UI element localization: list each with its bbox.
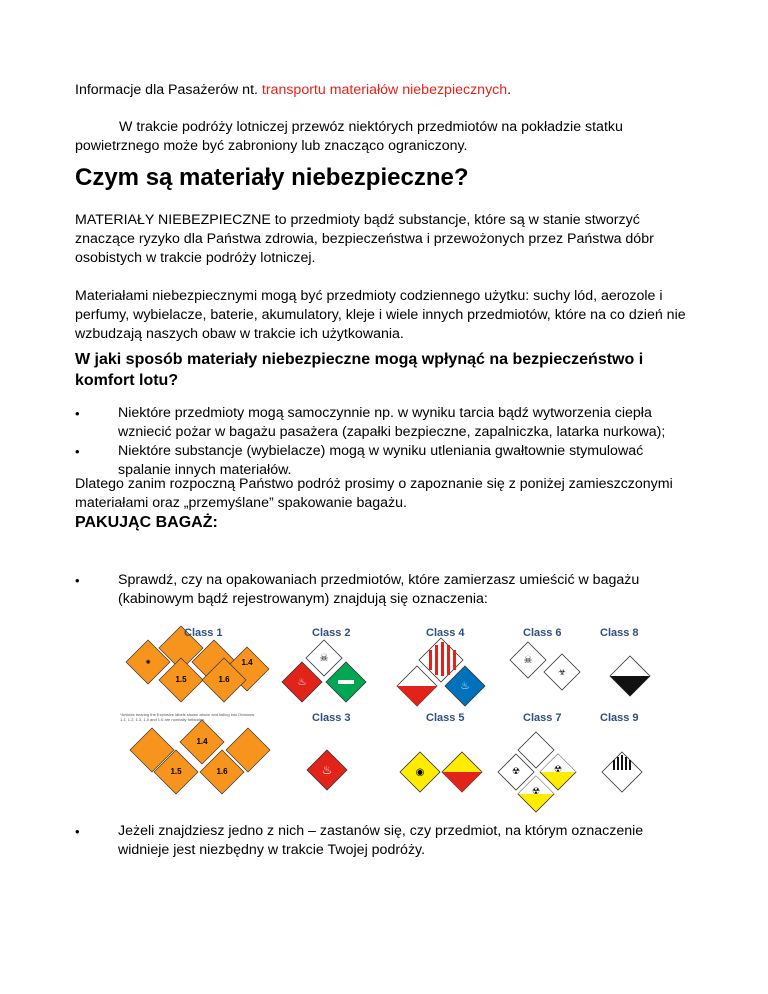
dangerous-goods-link[interactable]: transportu materiałów niebezpiecznych bbox=[261, 82, 508, 98]
intro-line bbox=[75, 81, 695, 100]
svg-text:♨: ♨ bbox=[321, 763, 333, 777]
svg-text:✺: ✺ bbox=[145, 659, 151, 666]
definition-paragraph: MATERIAŁY NIEBEZPIECZNE to przedmioty bądź substancje, które są w stanie stworzyć znaczące ryzyko dla Państwa zdrowia, bezpieczeństwa i przewożonych przez Państwa dóbr osobistych w trakcie podróży lotniczej. bbox=[75, 212, 654, 266]
svg-text:◉: ◉ bbox=[415, 767, 425, 778]
svg-text:1.6: 1.6 bbox=[218, 675, 230, 684]
svg-text:☢: ☢ bbox=[511, 767, 521, 777]
list-item: • Niektóre substancje (wybielacze) mogą w wyniku utleniania gwałtownie stymulować spalanie innych materiałów. bbox=[75, 442, 695, 480]
class9-label: Class 9 bbox=[600, 712, 639, 724]
svg-text:1.4: 1.4 bbox=[196, 737, 208, 746]
class6-label: Class 6 bbox=[523, 627, 562, 639]
svg-text:☠: ☠ bbox=[319, 653, 329, 664]
list-item: • Niektóre przedmioty mogą samoczynnie np. w wyniku tarcia bądź wytworzenia ciepła wzniecić pożar w bagażu pasażera (zapałki bezpieczne, zapalniczka, latarka nurkowa); bbox=[75, 404, 695, 442]
svg-text:☣: ☣ bbox=[557, 668, 567, 678]
hazard-class-labels bbox=[118, 622, 658, 814]
svg-text:1.5: 1.5 bbox=[175, 675, 187, 684]
class1-label: Class 1 bbox=[184, 627, 223, 639]
class7-label: Class 7 bbox=[523, 712, 562, 724]
heading-safety-impact: W jaki sposób materiały niebezpieczne mogą wpłynąć na bezpieczeństwo i komfort lotu? bbox=[75, 351, 644, 389]
svg-text:1.6: 1.6 bbox=[216, 767, 228, 776]
class2-label: Class 2 bbox=[312, 627, 351, 639]
risk-list bbox=[75, 404, 695, 480]
svg-text:1.5: 1.5 bbox=[170, 767, 182, 776]
svg-text:♨: ♨ bbox=[460, 681, 470, 692]
heading-packing: PAKUJĄC BAGAŻ: bbox=[75, 514, 218, 531]
svg-text:♨: ♨ bbox=[297, 677, 307, 688]
packing-list bbox=[75, 571, 695, 609]
list-item: • Sprawdź, czy na opakowaniach przedmiotów, które zamierzasz umieścić w bagażu (kabinowym bądź rejestrowanym) znajdują się oznaczenia: bbox=[75, 571, 695, 609]
examples-paragraph: Materiałami niebezpiecznymi mogą być przedmioty codziennego użytku: suchy lód, aerozole i perfumy, wybielacze, baterie, akumulatory, kleje i wiele innych przedmiotów, które na co dzień nie wzbudzają naszych obaw w trakcie ich użytkowania. bbox=[75, 288, 686, 342]
class4-label: Class 4 bbox=[426, 627, 465, 639]
svg-text:☢: ☢ bbox=[531, 787, 541, 797]
decision-list bbox=[75, 822, 695, 860]
intro-text: Informacje dla Pasażerów nt. bbox=[75, 82, 262, 98]
svg-text:☢: ☢ bbox=[553, 765, 563, 775]
svg-text:1.4: 1.4 bbox=[241, 658, 253, 667]
class1-footnote: *Articles bearing the Explosive labels shown above and falling into Divisions 1.1, 1.2, 1.3, 1.5 and 1.6 are normally forbidden. bbox=[120, 712, 255, 722]
intro-paragraph: W trakcie podróży lotniczej przewóz niektórych przedmiotów na pokładzie statku powietrznego może być zabroniony lub znacząco ograniczony. bbox=[75, 119, 623, 154]
svg-text:☠: ☠ bbox=[523, 655, 533, 666]
advice-paragraph: Dlatego zanim rozpoczną Państwo podróż prosimy o zapoznanie się z poniżej zamieszczonymi materiałami oraz „przemyślane” spakowanie bagażu. bbox=[75, 476, 673, 511]
class8-label: Class 8 bbox=[600, 627, 639, 639]
list-item: • Jeżeli znajdziesz jedno z nich – zastanów się, czy przedmiot, na którym oznaczenie widnieje jest niezbędny w trakcie Twojej podróży. bbox=[75, 822, 695, 860]
intro-end: . bbox=[507, 82, 512, 98]
class3-label: Class 3 bbox=[312, 712, 351, 724]
heading-what-are-dangerous-goods: Czym są materiały niebezpieczne? bbox=[75, 164, 469, 191]
class5-label: Class 5 bbox=[426, 712, 465, 724]
